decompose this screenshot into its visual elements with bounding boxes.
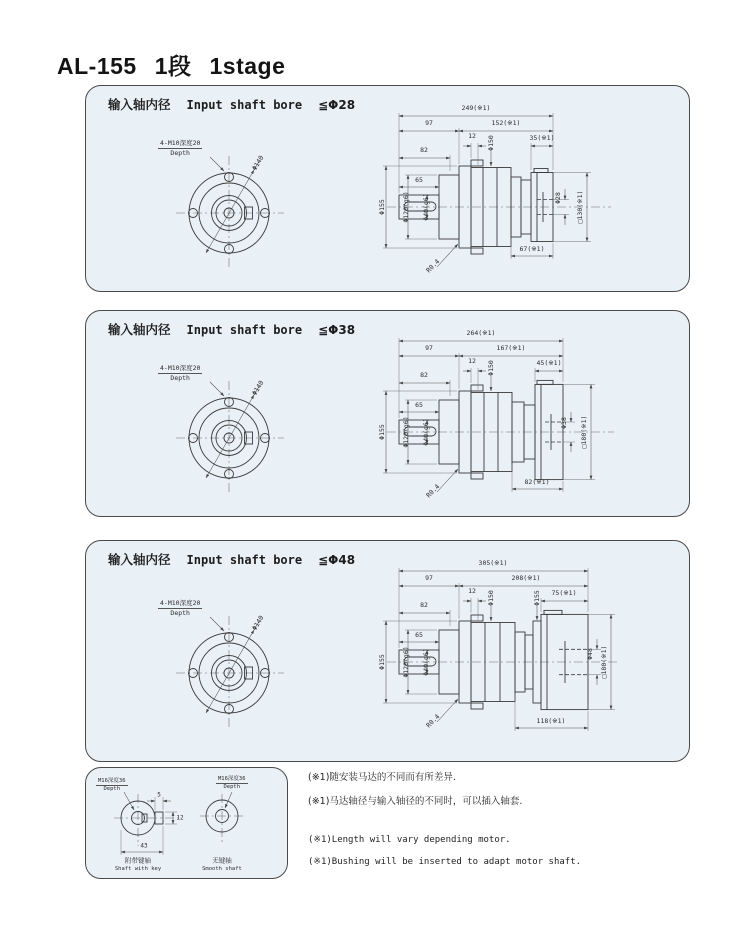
dim-82: 82: [420, 146, 428, 154]
dim-shaft-dia: Φ40(g6): [422, 193, 430, 221]
depth-label: Depth: [103, 786, 121, 792]
dim-82: 82: [420, 371, 428, 379]
dim-flange-dia: Φ155: [378, 199, 386, 215]
header-en: Input shaft bore: [186, 553, 303, 567]
dim-82: 82: [420, 601, 428, 609]
header-limit: ≦Φ28: [318, 98, 356, 112]
header-cn: 输入轴内径: [108, 322, 171, 337]
note-cn-2: (※1)马达轴径与输入轴径的不同时，可以插入轴套.: [308, 796, 523, 807]
depth-label: Depth: [170, 374, 190, 382]
page-title: [57, 48, 303, 81]
note-en-2: (※1)Bushing will be inserted to adapt motor shaft.: [308, 857, 582, 867]
dim-key-protrusion: 5: [157, 791, 161, 799]
dim-ring-dia: Φ155: [533, 590, 541, 606]
header-cn: 输入轴内径: [108, 552, 171, 567]
dim-square: □180(※1): [580, 415, 588, 449]
dim-rear-len: 152(※1): [491, 119, 521, 127]
dim-fillet: R0.4: [424, 257, 442, 275]
bolt-note: 4-M10深度20: [160, 599, 201, 607]
dim-shaft-dia: Φ40(g6): [422, 418, 430, 446]
header-limit: ≦Φ38: [318, 323, 356, 337]
dim-fillet: R0.4: [424, 712, 442, 730]
dim-total: 305(※1): [478, 559, 508, 567]
dim-rear-bottom: 67(※1): [519, 245, 545, 253]
dim-shaft-len: 65: [415, 176, 423, 184]
dim-bore-dia: Φ28: [554, 192, 562, 204]
panel-shaft-options: [85, 767, 288, 879]
tap-callout-left: [96, 776, 128, 792]
dim-bore-dia: Φ48: [586, 648, 594, 660]
header-en: Input shaft bore: [186, 323, 303, 337]
dim-bore-dia: Φ38: [560, 417, 568, 429]
dim-rear-len: 167(※1): [496, 344, 526, 352]
dim-rear-len: 208(※1): [511, 574, 541, 582]
caption-smooth-shaft-en: Smooth shaft: [202, 866, 242, 872]
dim-body-dia: Φ150: [487, 135, 495, 151]
dim-total: 264(※1): [466, 329, 496, 337]
header-limit: ≦Φ48: [318, 553, 356, 567]
depth-label: Depth: [170, 609, 190, 617]
dim-square: □180(※1): [600, 645, 608, 679]
dim-pilot-dia: Φ120(g6): [402, 191, 410, 223]
panel-input-bore-28: [85, 85, 690, 292]
dim-shaft-len: 65: [415, 401, 423, 409]
bolt-hole-callout: [158, 598, 202, 617]
dim-body-dia: Φ150: [487, 590, 495, 606]
bolt-circle-dia: Φ140: [250, 614, 266, 632]
smooth-shaft-view: [200, 792, 244, 842]
depth-label: Depth: [170, 149, 190, 157]
dim-step: 12: [468, 357, 476, 365]
dim-step: 12: [468, 132, 476, 140]
dim-shaft-dia: Φ40(g6): [422, 648, 430, 676]
dim-shaft-len: 65: [415, 631, 423, 639]
dim-key-overall: 43: [140, 842, 148, 850]
note-cn-1: (※1)随安装马达的不同而有所差异.: [308, 772, 456, 783]
header-en: Input shaft bore: [186, 98, 303, 112]
side-view-drawing: [379, 326, 629, 516]
dim-total: 249(※1): [461, 104, 491, 112]
dim-rear-bottom: 82(※1): [524, 478, 550, 486]
caption-shaft-with-key-en: Shaft with key: [114, 866, 162, 872]
dim-front-len: 97: [425, 574, 433, 582]
dim-step: 12: [468, 587, 476, 595]
depth-label: Depth: [223, 784, 241, 790]
dim-square: □130(※1): [576, 190, 584, 224]
caption-smooth-shaft-cn: 无键轴: [212, 856, 232, 865]
dim-fillet: R0.4: [424, 482, 442, 500]
tap-note: M16深度36: [218, 776, 246, 782]
dim-pilot-dia: Φ120(g6): [402, 646, 410, 678]
dim-pilot-dia: Φ120(g6): [402, 416, 410, 448]
dim-rear-bottom: 118(※1): [536, 717, 566, 725]
front-view-drawing: [106, 331, 346, 501]
header-cn: 输入轴内径: [108, 97, 171, 112]
dim-body-dia: Φ150: [487, 360, 495, 376]
caption-shaft-with-key-cn: 附带键轴: [125, 856, 151, 865]
dim-key-width: 12: [176, 814, 184, 822]
dim-flange-dia: Φ155: [378, 424, 386, 440]
tap-note: M16深度36: [98, 778, 126, 784]
dim-front-len: 97: [425, 119, 433, 127]
front-view-drawing: [106, 106, 346, 276]
dim-adapter: 35(※1): [529, 134, 555, 142]
model-name: AL-155: [57, 53, 137, 79]
bolt-note: 4-M10深度20: [160, 364, 201, 372]
stage-en: 1stage: [209, 53, 286, 79]
bolt-circle-dia: Φ140: [250, 379, 266, 397]
bolt-hole-callout: [158, 363, 202, 382]
bolt-note: 4-M10深度20: [160, 139, 201, 147]
panel-input-bore-48: [85, 540, 690, 762]
note-en-1: (※1)Length will vary depending motor.: [308, 835, 511, 845]
bolt-hole-callout: [158, 138, 202, 157]
bolt-circle-dia: Φ140: [250, 154, 266, 172]
stage-cn: 1段: [154, 53, 192, 79]
dim-adapter: 75(※1): [551, 589, 577, 597]
tap-callout-right: [216, 774, 248, 790]
front-view-drawing: [106, 566, 346, 736]
dim-front-len: 97: [425, 344, 433, 352]
dim-adapter: 45(※1): [536, 359, 562, 367]
side-view-drawing: [379, 101, 629, 291]
panel-input-bore-38: [85, 310, 690, 517]
dim-flange-dia: Φ155: [378, 654, 386, 670]
